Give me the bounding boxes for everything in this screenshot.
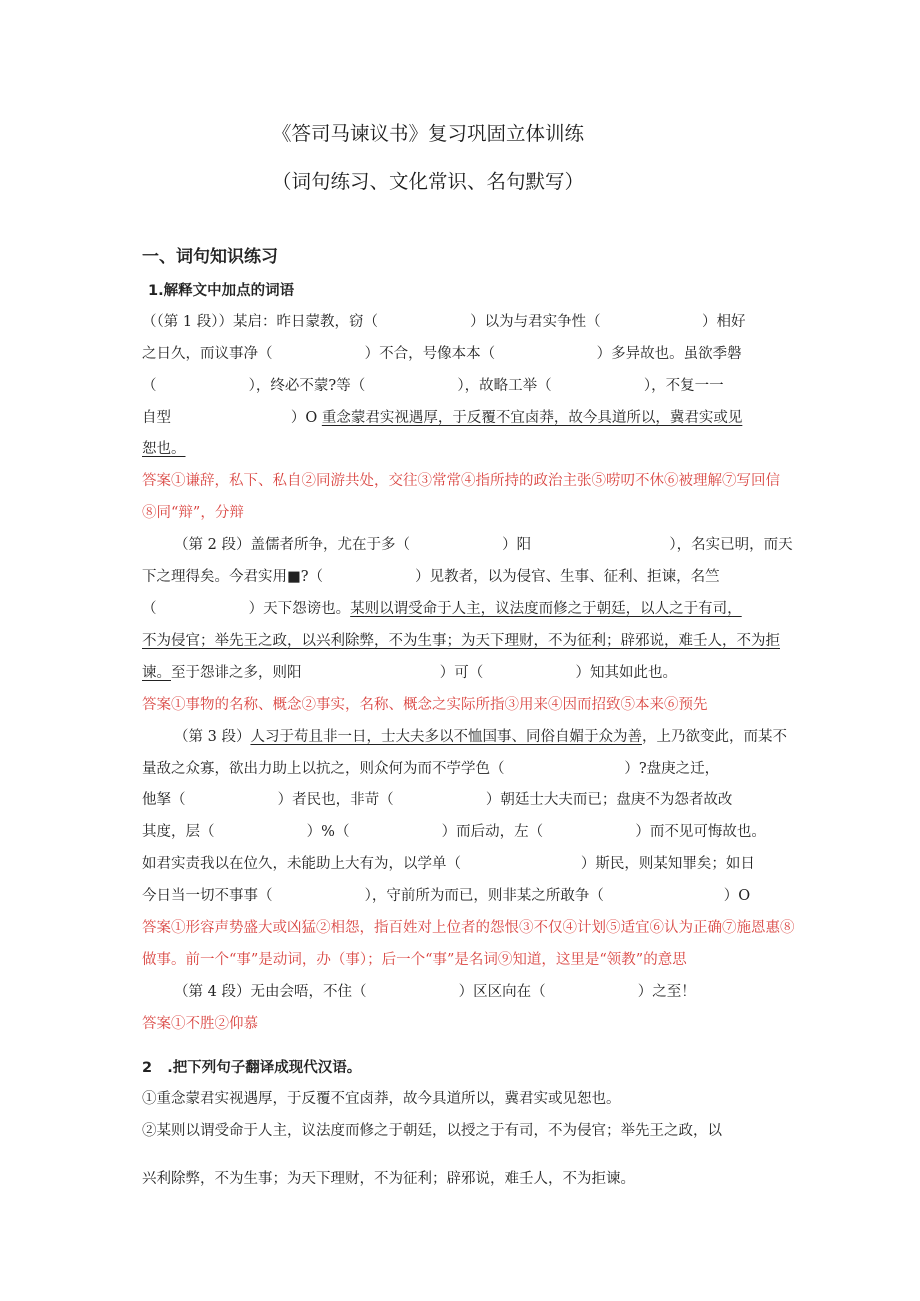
p2-line-5 (142, 664, 677, 682)
p2-line-1: （第 2 段）盖儒者所争，尤在于多（ ）阳 ），名实已明，而天 (174, 537, 793, 553)
q2-sentence-2: ②某则以谓受命于人主，议法度而修之于朝廷，以授之于有司，不为侵官；举先王之政，以 (142, 1123, 722, 1139)
question-1-label: 1.解释文中加点的词语 (148, 283, 295, 299)
p2-underlined-sentence-end: 谏。 (142, 665, 171, 681)
q2-sentence-1: ①重念蒙君实视遇厚，于反覆不宜卤莽，故今具道所以，冀君实或见恕也。 (142, 1091, 621, 1107)
p2-underlined-sentence-start: 某则以谓受命于人主，议法度而修之于朝廷，以人之于有司， (350, 601, 742, 617)
q2-sentence-2-continued: 兴利除弊，不为生事；为天下理财，不为征利；辟邪说，难壬人，不为拒谏。 (142, 1171, 635, 1187)
p3-line-1-a: （第 3 段） (174, 729, 251, 745)
p4-answer: 答案①不胜②仰慕 (142, 1016, 258, 1032)
p2-line-3 (142, 600, 742, 618)
p3-line-3: 他拏（ ）者民也，非苛（ ）朝廷士大夫而已；盘庚不为怨者故改 (142, 792, 733, 808)
p3-answer-line-1: 答案①形容声势盛大或凶猛②相怨，指百姓对上位者的怨恨③不仅④计划⑤适宜⑥认为正确⑦施恩惠⑧ (142, 920, 795, 936)
p1-line-3: （ ），终必不蒙?等（ ），故略工举（ ），不复一一 (142, 378, 724, 394)
p1-line-2: 之日久，而议事净（ ）不合，号像本本（ ）多异故也。虽欲季磐 (142, 346, 742, 362)
p1-line-4-a: 自型 ）O (142, 410, 322, 426)
p3-line-5: 如君实责我以在位久，未能助上大有为，以学单（ ）斯民，则某知罪矣；如日 (142, 856, 755, 872)
section-heading: 一、词句知识练习 (142, 247, 278, 267)
p1-line-1: （（第 1 段））某启：昨日蒙教，窃（ ）以为与君实争性（ ）相好 (142, 314, 746, 330)
p2-line-3-a: （ ）天下怨谤也。 (142, 601, 351, 617)
p3-underlined-sentence: 人习于苟且非一日，士大夫多以不恤国事、同俗自媚于众为善 (250, 729, 642, 745)
document-subtitle: （词句练习、文化常识、名句默写） (272, 170, 585, 193)
p3-answer-line-2: 做事。前一个“事”是动词，办（事）；后一个“事”是名词⑨知道，这里是“领教”的意思 (142, 952, 687, 968)
p3-line-1 (174, 728, 787, 746)
p1-line-4 (142, 409, 742, 427)
p1-underlined-sentence: 重念蒙君实视遇厚，于反覆不宜卤莽，故今具道所以，冀君实或见 (321, 410, 743, 426)
p2-answer: 答案①事物的名称、概念②事实，名称、概念之实际所指③用来④因而招致⑤本来⑥预先 (142, 697, 708, 713)
p3-line-1-c: ，上乃欲变此，而某不 (641, 729, 787, 745)
p4-line-1: （第 4 段）无由会唔，不住（ ）区区向在（ ）之至！ (174, 984, 696, 1000)
p3-line-4: 其度，层（ ）%（ ）而后动，左（ ）而不见可悔故也。 (142, 824, 766, 840)
p1-answer-line-2: ⑧同“辩”，分辩 (142, 505, 244, 521)
p3-line-2: 量敌之众寡，欲出力助上以抗之，则众何为而不苧学色（ ）?盘庚之迁， (142, 761, 720, 777)
p2-line-2: 下之理得矣。今君实用■?（ ）见教者，以为侵官、生事、征利、拒谏，名竺 (142, 569, 720, 585)
document-title: 《答司马谏议书》复习巩固立体训练 (272, 122, 585, 145)
question-2-label: 2 .把下列句子翻译成现代汉语。 (142, 1060, 362, 1076)
p2-line-4: 不为侵官；举先王之政，以兴利除弊，不为生事；为天下理财，不为征利；辟邪说，难壬人，不为拒 (142, 633, 780, 649)
p2-line-5-b: 至于怨诽之多，则阳 ）可（ ）知其如此也。 (171, 665, 677, 681)
p3-line-6: 今日当一切不事事（ ），守前所为而已，则非某之所敢争（ ）O (142, 888, 751, 904)
p1-line-5: 恕也。 (142, 441, 186, 457)
p1-answer-line-1: 答案①谦辞，私下、私自②同游共处，交往③常常④指所持的政治主张⑤唠叨不休⑥被理解⑦写回信 (142, 473, 780, 489)
